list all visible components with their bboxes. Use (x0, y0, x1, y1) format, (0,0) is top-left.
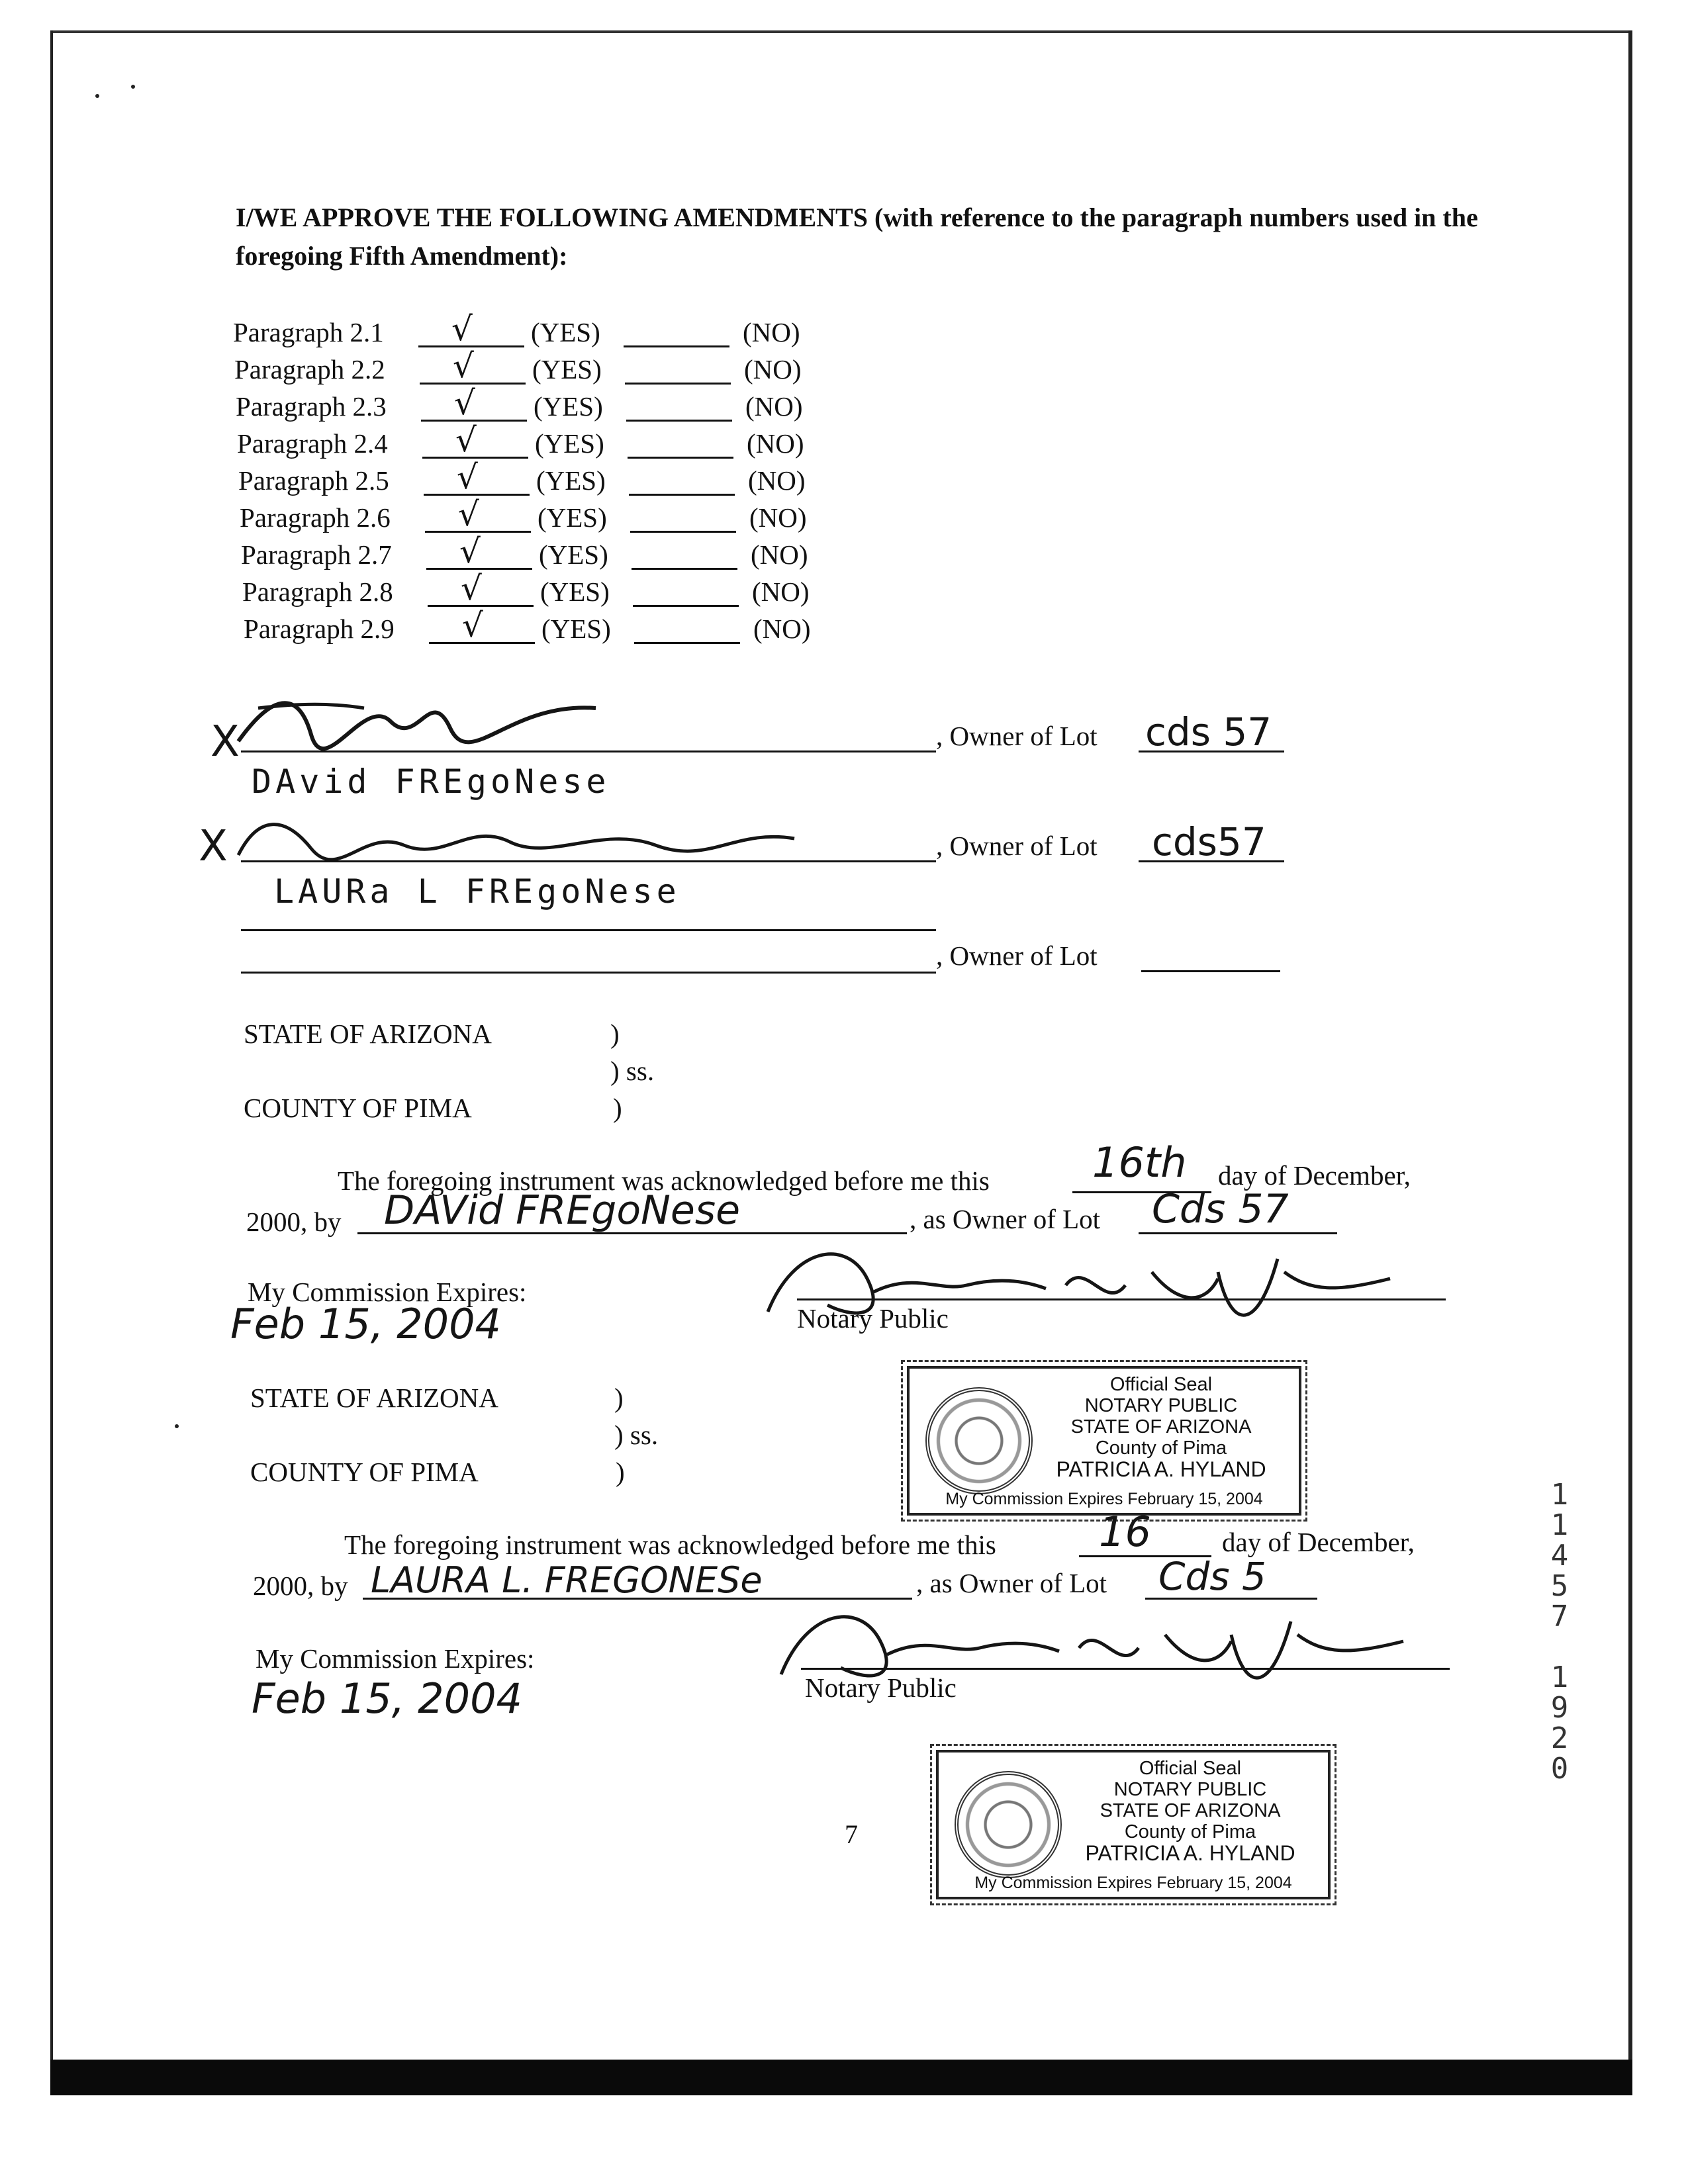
day-value: 16 (1099, 1508, 1151, 1556)
no-label: (NO) (749, 502, 807, 533)
yes-label: (YES) (539, 539, 608, 570)
no-blank[interactable] (629, 494, 735, 496)
seal-line-2: NOTARY PUBLIC (1113, 1779, 1267, 1800)
stamp-digit: 1 (1550, 1661, 1569, 1694)
seal-line-4: County of Pima (1095, 1437, 1227, 1459)
speck (131, 85, 135, 89)
notary-seal-2 (936, 1750, 1331, 1899)
page-border-left (50, 30, 53, 2090)
yes-label: (YES) (538, 502, 607, 533)
seal-line-3: STATE OF ARIZONA (1070, 1416, 1252, 1437)
seal-line-5: PATRICIA A. HYLAND (1085, 1841, 1295, 1865)
yes-label: (YES) (536, 465, 606, 496)
no-blank[interactable] (632, 568, 737, 570)
no-blank[interactable] (630, 531, 736, 533)
day-suffix: day of December, (1222, 1527, 1415, 1557)
as-owner-label: , as Owner of Lot (910, 1204, 1101, 1234)
no-label: (NO) (745, 391, 803, 422)
paragraph-row (236, 384, 831, 428)
no-label: (NO) (753, 614, 811, 644)
paragraph-row (244, 606, 839, 650)
no-label: (NO) (744, 354, 802, 385)
venue-paren: ) (610, 1019, 620, 1049)
speck (95, 94, 99, 98)
paragraph-label: Paragraph 2.5 (238, 465, 389, 496)
seal-line-3: STATE OF ARIZONA (1100, 1800, 1281, 1821)
no-blank[interactable] (626, 420, 732, 422)
venue-ss: ) ss. (614, 1420, 659, 1450)
stamp-digit: 9 (1550, 1691, 1569, 1725)
stamp-digit: 1 (1550, 1508, 1569, 1542)
owner-of-lot-label-1: , Owner of Lot (936, 721, 1098, 751)
state-label: STATE OF ARIZONA (244, 1019, 492, 1049)
yes-label: (YES) (532, 354, 602, 385)
notary-seal-1 (907, 1366, 1301, 1516)
page-border-top (53, 30, 1628, 33)
venue-ss: ) ss. (610, 1056, 655, 1086)
no-blank[interactable] (624, 345, 729, 347)
recording-stamp (1546, 1480, 1573, 1784)
no-blank[interactable] (633, 605, 739, 607)
acknowledged-name: DAVid FREgoNese (384, 1187, 741, 1234)
lot-value-1: cds 57 (1145, 709, 1272, 754)
check-mark: √ (461, 569, 482, 608)
stamp-digit: 1 (1550, 1478, 1569, 1512)
no-blank[interactable] (634, 642, 740, 644)
state-seal-emblem (955, 1771, 1062, 1878)
paragraph-label: Paragraph 2.2 (234, 354, 385, 385)
yes-label: (YES) (535, 428, 604, 459)
acknowledgment-text: The foregoing instrument was acknowledged before me this (344, 1529, 996, 1560)
signature-mark-1: X (211, 717, 240, 766)
notary-public-label: Notary Public (805, 1672, 957, 1703)
yes-label: (YES) (534, 391, 603, 422)
stamp-digit: 0 (1550, 1752, 1569, 1786)
signature-line-3b[interactable] (241, 972, 936, 974)
stamp-digit: 2 (1550, 1721, 1569, 1755)
check-mark: √ (458, 495, 479, 533)
state-label: STATE OF ARIZONA (250, 1383, 498, 1413)
no-label: (NO) (743, 317, 800, 347)
stamp-digit: 7 (1550, 1600, 1569, 1633)
yes-label: (YES) (541, 614, 611, 644)
paragraph-label: Paragraph 2.6 (240, 502, 391, 533)
printed-name-2: LAURa L FREgoNese (274, 872, 680, 911)
check-mark: √ (462, 606, 483, 645)
stamp-digit: 4 (1550, 1539, 1569, 1572)
signature-line-3a[interactable] (241, 929, 936, 931)
lot-value-2: cds57 (1152, 819, 1266, 864)
speck (175, 1424, 179, 1428)
commission-date: Feb 15, 2004 (252, 1674, 522, 1723)
signature-line-2[interactable] (241, 860, 936, 862)
year-by: 2000, by (246, 1206, 342, 1237)
seal-expires: My Commission Expires February 15, 2004 (945, 1490, 1263, 1508)
notary-public-label: Notary Public (797, 1303, 949, 1334)
paragraph-label: Paragraph 2.8 (242, 576, 393, 607)
paragraph-row (237, 421, 833, 465)
page-border-bottom (50, 2060, 1632, 2095)
seal-expires: My Commission Expires February 15, 2004 (974, 1874, 1292, 1892)
seal-line-4: County of Pima (1124, 1821, 1256, 1843)
state-seal-emblem (925, 1387, 1033, 1494)
paragraph-label: Paragraph 2.7 (241, 539, 392, 570)
day-suffix: day of December, (1218, 1160, 1411, 1191)
stamp-digit: 5 (1550, 1569, 1569, 1603)
county-label: COUNTY OF PIMA (250, 1457, 479, 1487)
owner-of-lot-label-3: , Owner of Lot (936, 940, 1098, 971)
paragraph-row (241, 532, 837, 576)
lot-line-3[interactable] (1141, 970, 1280, 972)
commission-label: My Commission Expires: (248, 1277, 527, 1307)
page-number: 7 (845, 1819, 858, 1849)
check-mark: √ (459, 532, 481, 570)
no-label: (NO) (752, 576, 810, 607)
check-mark: √ (451, 310, 473, 348)
signature-mark-2: X (199, 822, 228, 871)
as-owner-label: , as Owner of Lot (916, 1568, 1107, 1598)
paragraph-row (240, 495, 835, 539)
paragraph-row (234, 347, 830, 390)
no-label: (NO) (748, 465, 806, 496)
paragraph-label: Paragraph 2.3 (236, 391, 387, 422)
venue-paren: ) (613, 1093, 622, 1123)
signature-scribble-2 (232, 809, 801, 868)
signature-line-1[interactable] (241, 751, 936, 752)
paragraph-row (233, 310, 829, 353)
printed-name-1: DAvid FREgoNese (252, 762, 610, 801)
check-mark: √ (457, 458, 478, 496)
yes-label: (YES) (540, 576, 610, 607)
check-mark: √ (455, 421, 477, 459)
amendments-heading: I/WE APPROVE THE FOLLOWING AMENDMENTS (with reference to the paragraph numbers used in the foregoing Fifth Amendment): (236, 203, 1478, 271)
acknowledged-name: LAURA L. FREGONESe (371, 1559, 763, 1601)
check-mark: √ (453, 347, 474, 385)
paragraph-label: Paragraph 2.4 (237, 428, 388, 459)
county-label: COUNTY OF PIMA (244, 1093, 472, 1123)
no-blank[interactable] (625, 383, 731, 385)
seal-line-2: NOTARY PUBLIC (1084, 1395, 1238, 1416)
paragraph-row (242, 569, 838, 613)
signature-scribble-1 (232, 682, 602, 754)
day-value: 16th (1092, 1138, 1187, 1187)
acknowledgment-text: The foregoing instrument was acknowledged before me this (338, 1165, 990, 1196)
owner-of-lot-label-2: , Owner of Lot (936, 831, 1098, 861)
stamp-gap (1546, 1632, 1573, 1662)
seal-line-5: PATRICIA A. HYLAND (1056, 1457, 1266, 1481)
seal-line-1: Official Seal (1139, 1758, 1242, 1779)
venue-paren: ) (614, 1383, 624, 1413)
yes-label: (YES) (531, 317, 600, 347)
paragraph-label: Paragraph 2.1 (233, 317, 384, 347)
venue-paren: ) (616, 1457, 625, 1487)
ack-lot-value: Cds 57 (1152, 1186, 1289, 1232)
year-by: 2000, by (253, 1570, 348, 1601)
no-label: (NO) (751, 539, 808, 570)
paragraph-label: Paragraph 2.9 (244, 614, 395, 644)
page-border-right (1628, 30, 1632, 2090)
commission-date: Feb 15, 2004 (230, 1300, 501, 1348)
seal-line-1: Official Seal (1109, 1374, 1213, 1395)
check-mark: √ (454, 384, 475, 422)
paragraph-row (238, 458, 834, 502)
no-label: (NO) (747, 428, 804, 459)
ack-lot-value: Cds 5 (1158, 1554, 1266, 1599)
commission-label: My Commission Expires: (256, 1643, 535, 1674)
no-blank[interactable] (628, 457, 733, 459)
